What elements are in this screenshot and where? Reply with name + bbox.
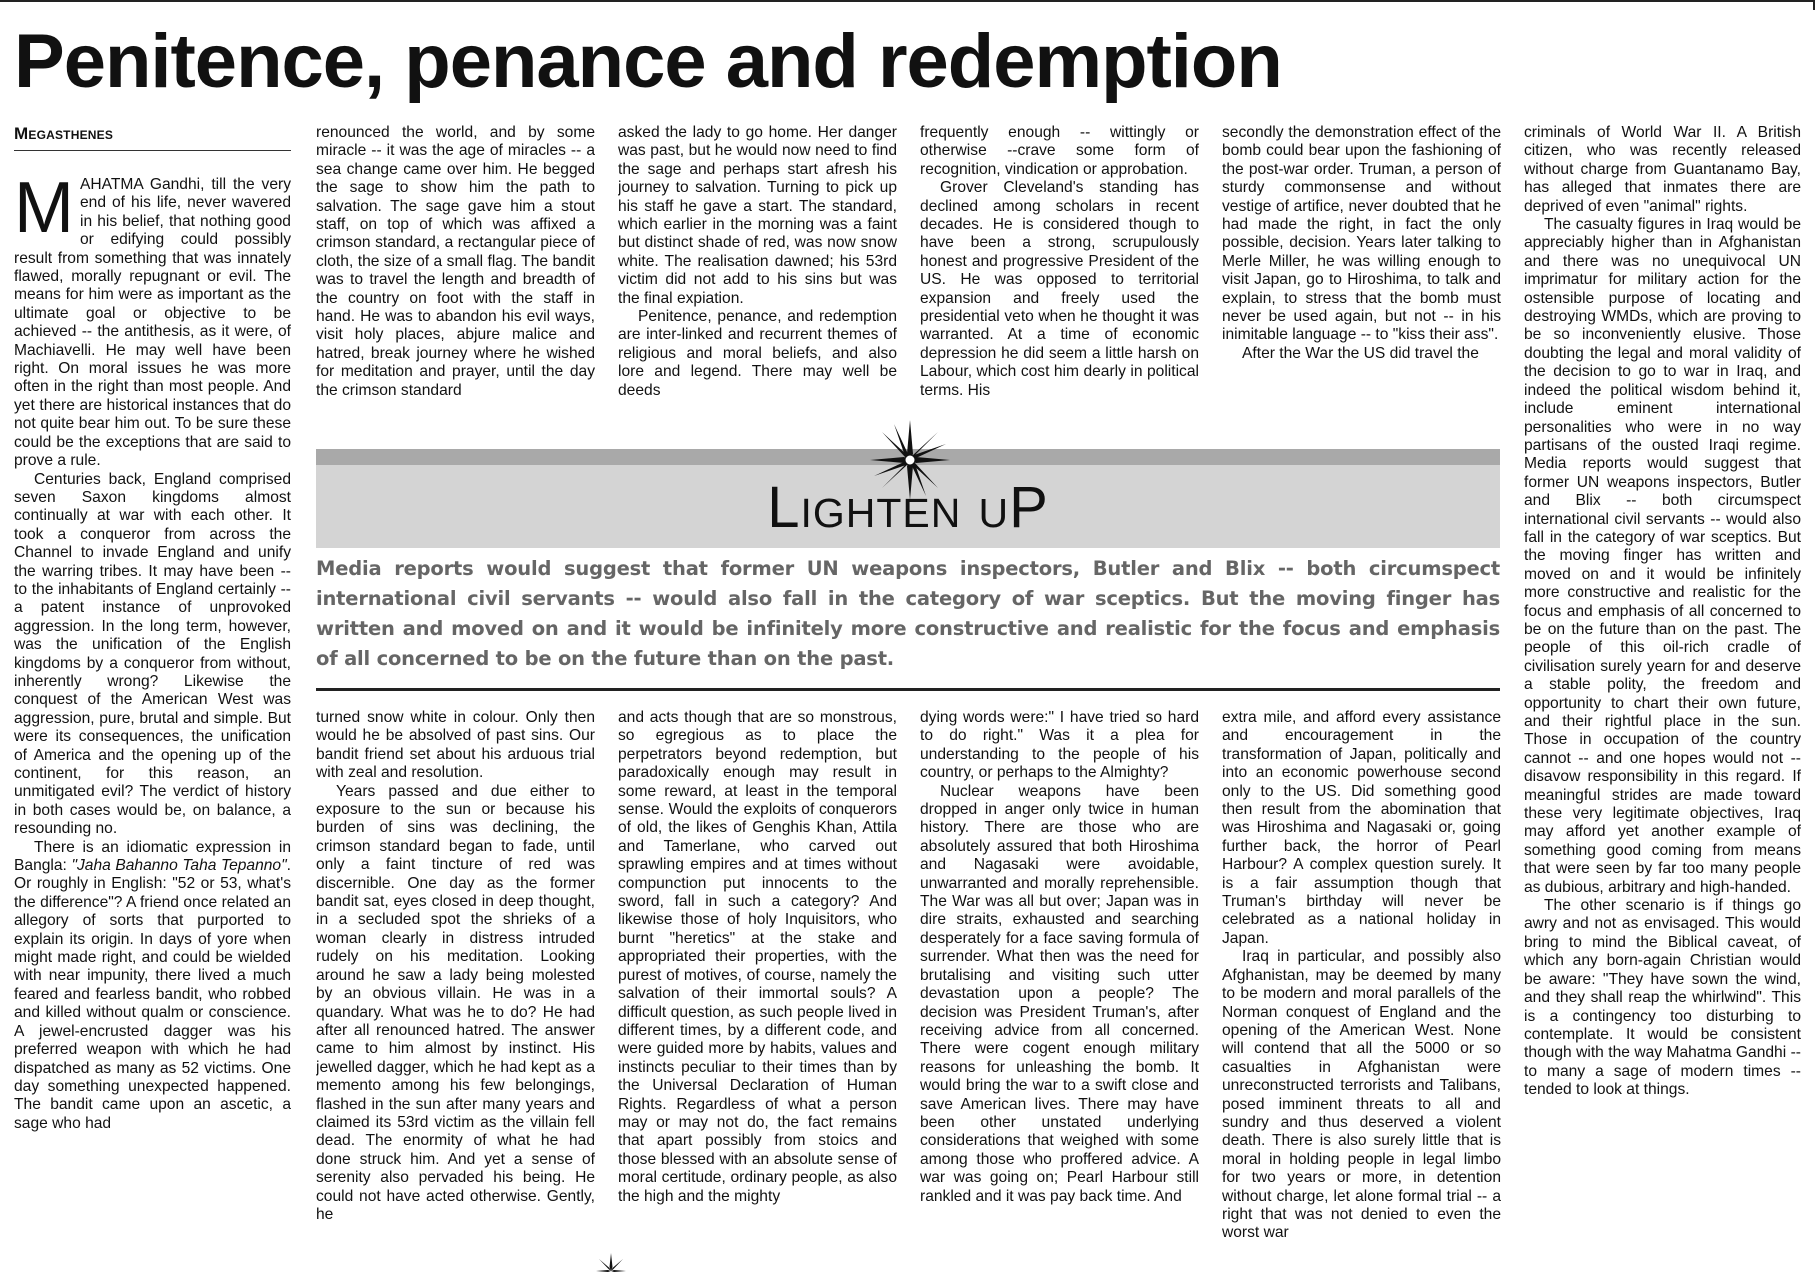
column-3-bottom-paragraph: and acts though that are so monstrous, so egregious as to place the perpetrators beyond redemption, but paradoxically enough may result in some reward, at least in the temporal sense. Would the exploits of conquerors of old, the likes of Genghis Khan, Attila and Tamerlane, who carved out sprawling empires and at times without compunction put innocents to the sword, fall in such a category? And likewise those of holy Inquisitors, who burnt "heretics" at the stake and appropriated their properties, with the purest of motives, of course, namely the salvation of their immortal souls? A difficult question, as such people lived in different times, by a different code, and were guided more by habits, values and instincts peculiar to their times than by the Universal Declaration of Human Rights. Regardless of what a person may or may not do, the fact remains that apart possibly from stoics and those blessed with an absolute sense of moral certitude, ordinary people, as also the high and the mighty (618, 709, 897, 1205)
column-2-bottom-paragraph-2: Years passed and due either to exposure to the sun or because his burden of sins was declining, the crimson standard began to fade, until only a faint tincture of red was discernible. One day as the former bandit sat, eyes closed in deep thought, in a secluded spot the shrieks of a woman clearly in distress intruded rudely on his meditation. Looking around he saw a lady being molested by an obvious villain. He was in a quandary. What was he to do? He had after all renounced hatred. The answer came to him almost by instinct. His jewelled dagger, which he had kept as a memento among his few belongings, flashed in the sun after many years and claimed its 53rd victim as the villain fell dead. The enormity of what he had done struck him. And yet a sense of serenity also pervaded his being. He could not have acted otherwise. Gently, he (316, 782, 595, 1223)
byline (14, 124, 291, 151)
column-2-bottom (316, 709, 595, 1277)
column-2-top-paragraph: renounced the world, and by some miracle -- it was the age of miracles -- a sea change came over him. He begged the sage to show him the path to salvation. The sage gave him a stout staff, on top of which was affixed a crimson standard, a rectangular piece of cloth, the size of a small flag. The bandit was to travel the length and breadth of the country on foot with the staff in hand. He was to abandon his evil ways, visit holy places, abjure malice and hatred, break journey where he wished for meditation and prayer, until the day the crimson standard (316, 124, 595, 399)
starburst-bottom-icon (596, 1253, 626, 1277)
lighten-up-pullquote: Media reports would suggest that former UN weapons inspectors, Butler and Blix -- both circumspect international civil servants -- would also fall in the category of war sceptics. But the moving finger has written and moved on and it would be infinitely more constructive and realistic for the focus and emphasis of all concerned to be on the future than on the past. (316, 557, 1500, 670)
column-5-top-paragraph-2: After the War the US did travel the (1242, 344, 1479, 362)
column-1-paragraph-3 (14, 839, 291, 1134)
column-4-bottom-paragraph-2: Nuclear weapons have been dropped in anger only twice in human history. There are those who are absolutely assured that both Hiroshima and Nagasaki were avoidable, unwarranted and morally reprehensible. The War was all but over; Japan was in dire straits, exhausted and searching desperately for a face saving formula of surrender. What then was the need for brutalising and visiting such utter devastation upon a people? The decision was President Truman's, after receiving advice from all concerned. There were cogent enough military reasons for unleashing the bomb. It would bring the war to a swift close and save American lives. There may have been other unstated underlying considerations that weighed with some among those who proffered advice. A war was going on; Pearl Harbour still rankled and it was pay back time. And (920, 782, 1199, 1205)
drop-cap: M (14, 176, 74, 248)
column-1-paragraph-2: Centuries back, England comprised seven Saxon kingdoms almost continually at war with each other. It took a conqueror from across the Channel to invade England and unify the warring tribes. It may have been -- to the inhabitants of England certainly -- a patent instance of unprovoked aggression. In the long term, however, was the unification of the English kingdoms by a conqueror from without, inherently wrong? Likewise the conquest of the American West was aggression, pure, brutal and simple. But were its consequences, the unification of America and the opening up of the continent, for this reason, an unmitigated evil? The verdict of history in both cases would be, on balance, a resounding no. (14, 470, 291, 838)
column-1-text-3a: There is an idiomatic expression in Bangla: (14, 838, 291, 875)
headline: Penitence, penance and redemption (14, 19, 1282, 104)
column-5-bottom (1222, 709, 1501, 1277)
column-2-bottom-paragraph-1: turned snow white in colour. Only then would he be absolved of past sins. Our bandit friend set about his arduous trial with zeal and resolution. (316, 709, 595, 782)
column-6-paragraph-3: The other scenario is if things go awry and not as envisaged. This would bring to mind the Biblical caveat, of which any born-again Christian would be aware: "They have sown the wind, and they shall reap the whirlwind". This is a contingency too disturbing to contemplate. It would be consistent though with the way Mahatma Gandhi -- to many a sage of modern times -- tended to look at things. (1524, 897, 1801, 1099)
column-1 (14, 176, 291, 1277)
column-6-paragraph-2: The casualty figures in Iraq would be appreciably higher than in Afghanistan and there was no unequivocal UN imprimatur for military action for the ostensible purpose of locating and destroying WMDs, which are proving to be so inconveniently elusive. Those doubting the legal and moral validity of the decision to go to war in Iraq, and indeed the political wisdom behind it, include eminent international personalities who were in no way partisans of the ousted Iraqi regime. Media reports would suggest that former UN weapons inspectors, Butler and Blix -- both circumspect international civil servants -- would also fall in the category of war sceptics. But the moving finger has written and moved on and it would be infinitely more constructive and realistic for the focus and emphasis of all concerned to be on the future than on the past. The people of this oil-rich cradle of civilisation surely yearn for and deserve a stable polity, the freedom and opportunity to chart their own future, and their rightful place in the sun. Those in occupation of the country cannot -- and one hopes would not -- disavow responsibility in this regard. If meaningful strides are made toward these very legitimate objectives, Iraq may afford yet another example of something good coming from means that were seen by far too many people as dubious, arbitrary and high-handed. (1524, 216, 1801, 896)
column-5-bottom-paragraph-2: Iraq in particular, and possibly also Afghanistan, may be deemed by many to be modern and moral parallels of the Norman conquest of England and the opening of the American West. None will contend that all the 5000 or so casualties in Afghanistan were unreconstructed terrorists and Talibans, posed imminent threats to all and sundry and thus deserved a violent death. There is also surely little that is moral in holding people in legal limbo for two years or more, in detention without charge, let alone formal trial -- a right that was not denied to even the worst war (1222, 948, 1501, 1242)
column-3-top-paragraph-1: asked the lady to go home. Her danger was past, but he would now need to find the sage and perhaps start afresh his journey to salvation. Turning to pick up his staff he gave a start. The standard, which earlier in the morning was a faint but distinct shade of red, was now snow white. The realisation dawned; his 53rd victim did not add to his sins but was the final expiation. (618, 124, 897, 307)
column-3-top (618, 124, 897, 424)
column-5-top-paragraph-1: secondly the demonstration effect of the bomb could bear upon the fashioning of the post-war order. Truman, a person of sturdy commonsense and without vestige of artifice, never doubted that he had made the right, in fact the only possible, decision. Years later talking to Merle Miller, he was willing enough to visit Japan, go to Hiroshima, to talk and explain, to stress that the bomb must never be used again, but not -- in his inimitable language -- to "kiss their ass". (1222, 124, 1501, 344)
lighten-up-title: Lighten uP (767, 475, 1049, 540)
column-1-paragraph-1 (14, 176, 291, 471)
byline-name: Megasthenes (14, 124, 114, 143)
column-5-bottom-paragraph-1: extra mile, and afford every assistance and encouragement in the transformation of Japan, politically and into an economic powerhouse second only to the US. Did something good then result from the abomination that was Hiroshima and Nagasaki or, going further back, the horror of Pearl Harbour? A complex question surely. It is a fair assumption though that Truman's birthday will never be celebrated as a national holiday in Japan. (1222, 709, 1501, 947)
column-4-bottom-paragraph-1: dying words were:" I have tried so hard to do right." Was it a plea for understanding to the people of his country, or perhaps to the Almighty? (920, 709, 1199, 782)
lighten-up-rule (316, 688, 1500, 691)
column-2-top (316, 124, 595, 424)
top-rule (0, 0, 1815, 2)
column-4-top (920, 124, 1199, 424)
bangla-expression: "Jaha Bahanno Taha Tepanno" (71, 857, 287, 875)
column-6 (1524, 124, 1801, 1277)
column-1-text-1: AHATMA Gandhi, till the very end of his life, never wavered in his belief, that nothing good or edifying could possibly result from something that was innately flawed, morally repugnant or evil. The means for him were as important as the ultimate goal or objective to be achieved -- the antithesis, as it were, of Machiavelli. He may well have been right. On moral issues he was more often in the right than most people. And yet there are historical instances that do not quite bear him out. To be sure these could be the exceptions that are said to prove a rule. (14, 176, 291, 470)
column-4-top-paragraph-1: frequently enough -- wittingly or otherwise --crave some form of recognition, vindication or approbation. (920, 124, 1199, 178)
column-3-bottom (618, 709, 897, 1277)
column-1-text-3b: . Or roughly in English: "52 or 53, what's the difference"? A friend once related an allegory of sorts that purported to explain its origin. In days of yore when might made right, and could be wielded with near impunity, there lived a much feared and fearless bandit, who robbed and killed without qualm or conscience. A jewel-encrusted dagger was his preferred weapon with which he had dispatched as many as 52 victims. One day something unexpected happened. The bandit came upon an ascetic, a sage who had (14, 857, 291, 1132)
column-5-top (1222, 124, 1501, 424)
column-6-paragraph-1: criminals of World War II. A British citizen, who was recently released without charge from Guantanamo Bay, has alleged that inmates there are deprived of even "animal" rights. (1524, 124, 1801, 215)
column-4-top-paragraph-2: Grover Cleveland's standing has declined among scholars in recent decades. He is considered though to have been a strong, scrupulously honest and progressive President of the US. He was opposed to territorial expansion and freely used the presidential veto when he thought it was warranted. At a time of economic depression he did seem a little harsh on Labour, which cost him dearly in political terms. His (920, 179, 1199, 399)
column-4-bottom (920, 709, 1199, 1277)
column-3-top-paragraph-2: Penitence, penance, and redemption are inter-linked and recurrent themes of religious and moral beliefs, and also lore and legend. There may well be deeds (618, 308, 897, 399)
